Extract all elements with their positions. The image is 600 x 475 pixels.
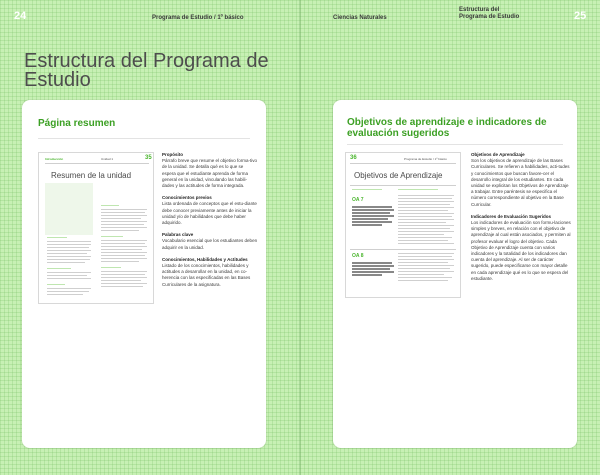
thumb-heading: Resumen de la unidad	[51, 171, 132, 180]
right-running-header-center: Ciencias Naturales	[333, 15, 387, 21]
thumb-right-rule	[350, 163, 456, 164]
desc-heading-palabras-clave: Palabras clave	[162, 232, 194, 238]
desc-heading-indicadores: Indicadores de Evaluación Sugeridos	[471, 213, 552, 219]
desc-body-conocimientos-previos: Lista ordenada de conceptos que el estu-diante debe conocer previamente antes de iniciar la unidad y/o de habilidades que debe haber adquirido.	[162, 201, 257, 226]
thumb-unit-label: Unidad 1	[101, 157, 114, 161]
spread-fold	[299, 0, 301, 475]
right-running-header-right: Estructura del Programa de Estudio	[459, 7, 520, 20]
thumb-box	[45, 183, 93, 235]
desc-heading-conocimientos-previos: Conocimientos previos	[162, 195, 212, 201]
left-page-number: 24	[14, 10, 27, 22]
thumb-rule	[45, 163, 149, 164]
thumb-right-heading: Objetivos de Aprendizaje	[354, 171, 443, 180]
desc-body-indicadores: Los indicadores de evaluación son formu-laciones simples y breves, en relación con el objetivo de aprendizaje al cual están asociados, y permiten al profesor evaluar el logro del objetivo. Cada Objetivo de Aprendizaje cuenta con varios indicadores y la totalidad de los indicadores dan cuenta del aprendizaje. Al ser de carácter sugerido, puede especificarse con mayor detalle en cada aprendizaje qué es lo que se espera del estudiante.	[471, 220, 571, 281]
left-descriptions	[162, 152, 258, 294]
desc-heading-proposito: Propósito	[162, 152, 183, 157]
left-card-title: Página resumen	[38, 118, 116, 129]
thumb-right-rule-3	[350, 249, 456, 250]
objectives-page-thumbnail	[345, 152, 461, 298]
left-card	[22, 100, 266, 448]
desc-body-objetivos: Son los objetivos de aprendizaje de las Bases Curriculares. Se refieren a habilidades, acti-tudes y conocimientos que buscan favore-cer el desarrollo integral de los estudiantes. En cada unidad se explicitan los Objetivos de Aprendizaje a trabajar. Entre paréntesis se especifica el número correspondiente al objetivo en la Base Curricular.	[471, 158, 570, 207]
desc-body-chya: Listado de los conocimientos, habilidades y actitudes a desarrollar en la unidad, en co-herencia con las especificadas en las Bases Curriculares de la asignatura.	[162, 263, 251, 287]
summary-page-thumbnail	[38, 152, 154, 304]
right-descriptions	[471, 152, 571, 288]
desc-heading-chya: Conocimientos, Habilidades y Actitudes	[162, 256, 248, 262]
thumb-oa-2: OA 8	[352, 253, 364, 259]
right-page-number: 25	[574, 10, 587, 22]
thumb-right-header: Programa de Estudio / 1º básico	[404, 157, 447, 161]
right-card-title: Objetivos de aprendizaje e indicadores de evaluación sugeridos	[347, 117, 547, 139]
page-title: Estructura del Programa de Estudio	[24, 50, 269, 91]
desc-body-palabras-clave: Vocabulario esencial que los estudiantes deben adquirir en la unidad.	[162, 238, 258, 250]
desc-heading-objetivos: Objetivos de Aprendizaje	[471, 152, 525, 157]
desc-body-proposito: Párrafo breve que resume el objetivo forma-tivo de la unidad. Se detalla qué es lo que se espera que el estudiante aprenda de forma general en la unidad, vinculando las habili-dades y las actitudes de forma integrada.	[162, 158, 258, 189]
right-card-divider	[347, 144, 563, 145]
left-card-divider	[38, 138, 250, 139]
thumb-oa-1: OA 7	[352, 197, 364, 203]
thumb-right-rule-2	[350, 185, 456, 186]
thumb-right-page-number: 36	[350, 155, 357, 161]
thumb-page-number: 35	[145, 155, 152, 161]
thumb-section-label: Introducción	[45, 157, 64, 161]
right-card	[333, 100, 577, 448]
left-running-header: Programa de Estudio / 1º básico	[152, 15, 244, 21]
